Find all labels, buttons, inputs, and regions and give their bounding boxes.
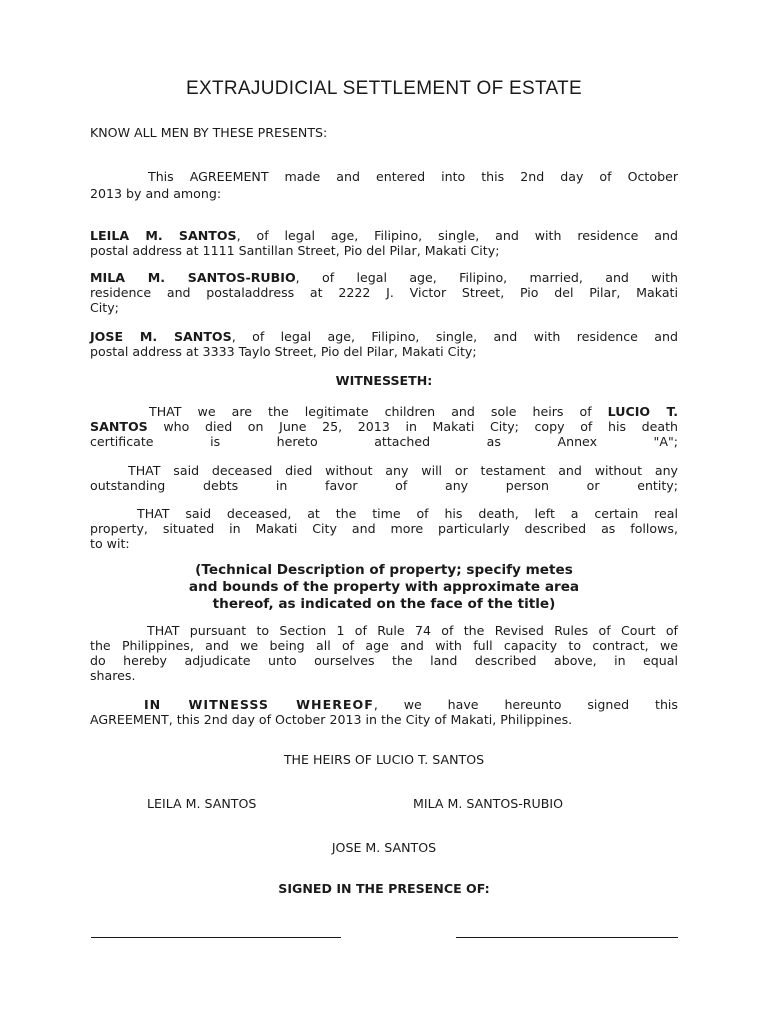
para4-line-2: the Philippines, and we being all of age and with full capacity to contract, we (90, 638, 678, 653)
party-jose (90, 329, 678, 359)
para4-line-1: THAT pursuant to Section 1 of Rule 74 of the Revised Rules of Court of (147, 623, 678, 638)
agreement-line-1: This AGREEMENT made and entered into this 2nd day of October (148, 169, 678, 184)
para4-line-4: shares. (90, 668, 136, 683)
para3-line-1: THAT said deceased, at the time of his death, left a certain real (137, 506, 678, 521)
description-line-2: and bounds of the property with approximate area (188, 579, 580, 595)
agreement-line-2: 2013 by and among: (90, 186, 222, 201)
paragraph-in-witness (90, 697, 678, 727)
presence-heading: SIGNED IN THE PRESENCE OF: (278, 881, 490, 896)
decedent-name: LUCIO T. (607, 404, 678, 419)
party-name: MILA M. SANTOS-RUBIO (90, 270, 296, 285)
party-name: JOSE M. SANTOS (90, 329, 232, 344)
document-title: EXTRAJUDICIAL SETTLEMENT OF ESTATE (186, 78, 582, 99)
witness-text: , we have hereunto signed this (373, 697, 678, 712)
paragraph-no-will (90, 463, 678, 493)
party-line-2: residence and postaladdress at 2222 J. Victor Street, Pio del Pilar, Makati (90, 285, 678, 300)
para1-line-1 (90, 404, 678, 419)
party-line-3: City; (90, 300, 119, 315)
signatory-mila: MILA M. SANTOS-RUBIO (413, 796, 564, 811)
witness-signature-line-left (91, 937, 341, 938)
signatory-jose: JOSE M. SANTOS (331, 840, 437, 855)
para1-line-3: certificate is hereto attached as Annex "A"; (90, 434, 678, 449)
paragraph-heirs (90, 404, 678, 449)
decedent-surname: SANTOS (90, 419, 148, 434)
paragraph-adjudication (90, 623, 678, 683)
paragraph-property (90, 506, 678, 551)
agreement-paragraph (90, 169, 678, 201)
party-line-1 (90, 329, 678, 344)
para1-line-2 (90, 419, 678, 434)
para2-line-1: THAT said deceased died without any will or testament and without any (128, 463, 678, 478)
para2-line-2: outstanding debts in favor of any person or entity; (90, 478, 678, 493)
party-line-2: postal address at 1111 Santillan Street, Pio del Pilar, Makati City; (90, 243, 500, 258)
heirs-heading: THE HEIRS OF LUCIO T. SANTOS (283, 752, 485, 767)
signatory-leila: LEILA M. SANTOS (147, 796, 257, 811)
party-leila (90, 228, 678, 258)
witness-signature-line-right (456, 937, 678, 938)
opening-line: KNOW ALL MEN BY THESE PRESENTS: (90, 125, 328, 140)
description-line-3: thereof, as indicated on the face of the title) (212, 596, 556, 612)
witnesseth-heading: WITNESSETH: (335, 373, 433, 388)
party-line-1 (90, 228, 678, 243)
para1-text: THAT we are the legitimate children and sole heirs of (149, 404, 608, 419)
para4-line-3: do hereby adjudicate unto ourselves the land described above, in equal (90, 653, 678, 668)
party-text: , of legal age, Filipino, single, and with residence and (236, 228, 678, 243)
para3-line-3: to wit: (90, 536, 130, 551)
party-text: , of legal age, Filipino, married, and with (295, 270, 678, 285)
property-description (90, 562, 678, 613)
party-line-2: postal address at 3333 Taylo Street, Pio del Pilar, Makati City; (90, 344, 477, 359)
witness-line-1 (90, 697, 678, 712)
party-mila (90, 270, 678, 315)
party-name: LEILA M. SANTOS (90, 228, 237, 243)
party-text: , of legal age, Filipino, single, and with residence and (231, 329, 678, 344)
description-line-1: (Technical Description of property; specify metes (195, 562, 573, 578)
in-witness-heading: IN WITNESSS WHEREOF (144, 697, 374, 712)
party-line-1 (90, 270, 678, 285)
para1-text: who died on June 25, 2013 in Makati City; copy of his death (147, 419, 678, 434)
witness-line-2: AGREEMENT, this 2nd day of October 2013 in the City of Makati, Philippines. (90, 712, 573, 727)
para3-line-2: property, situated in Makati City and more particularly described as follows, (90, 521, 678, 536)
